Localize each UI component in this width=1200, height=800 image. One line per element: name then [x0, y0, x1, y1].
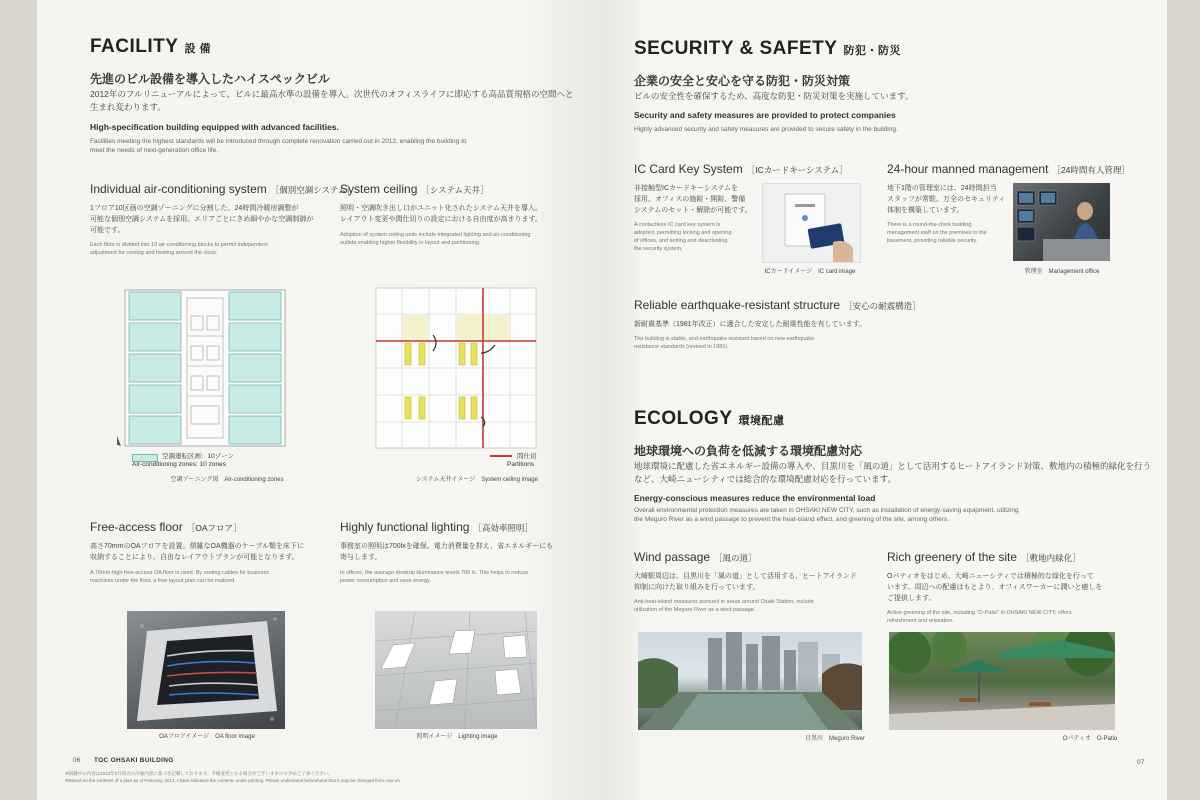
ceiling-title: System ceiling ［システム天井］ [340, 182, 489, 196]
left-page-number: 06 [73, 757, 81, 764]
green-body-jp-1: Oパティオをはじめ、大崎ニューシティでは積極的な緑化を行って [887, 573, 1094, 580]
manned-title: 24-hour manned management ［24時間有人管理］ [887, 162, 1130, 176]
wind-body-en-1: Anti-heat-island measures pursued in areas around Osaki Station, include [634, 599, 814, 605]
iccard-body-jp-1: 非接触型ICカードキーシステムを [634, 185, 739, 192]
manned-body-jp-3: 体制を構築しています。 [887, 207, 964, 214]
iccard-body-jp-3: システムのセット・解除が可能です。 [634, 207, 752, 214]
ecology-body-en-2: the Meguro River as a wind passage to prevent the heat-island effect, and greening of the site, among others. [634, 516, 949, 523]
ceiling-body-en-2: outlets enabling higher flexibility in layout and partitioning. [340, 240, 481, 246]
iccard-title-jp: ［ICカードキーシステム］ [746, 165, 848, 175]
lighting-caption: 照明イメージ Lighting image [416, 734, 498, 740]
floor-body-en-1: A 70mm-high free-access OA floor is used. By routing cables for business [90, 570, 270, 576]
wind-body-jp-2: 抑制に向けた取り組みを行っています。 [634, 584, 760, 591]
lighting-title-jp: ［高効率照明］ [473, 523, 533, 533]
ceiling-body-jp-2: レイアウト変更や間仕切りの設定における自由度が高まります。 [340, 216, 542, 223]
facility-body-en-2: meet the needs of next-generation office life. [90, 147, 219, 154]
aircon-zoning-diagram [117, 286, 297, 451]
aircon-legend-en: Air-conditioning zones: 10 zones [132, 461, 226, 468]
footer-note-jp: ※掲載中の内容は2012年2月時点の計画内容に基づき記載しております。今後変更となる場合がございますので予めご了承ください。 [65, 771, 333, 776]
oa-floor-photo [127, 611, 285, 729]
ceiling-title-jp: ［システム天井］ [421, 185, 489, 195]
facility-body-jp-2: 生まれ変わります。 [90, 102, 166, 112]
ecology-lead-en: Energy-conscious measures reduce the environmental load [634, 493, 876, 503]
footer-building-name: TOC OHSAKI BUILDING [94, 757, 174, 764]
quake-title-jp: ［安心の耐震構造］ [844, 301, 921, 311]
facility-lead-jp: 先進のビル設備を導入したハイスペックビル [90, 72, 330, 86]
quake-body-en-1: The building is stable, and earthquake resistant based on new earthquake [634, 336, 815, 342]
floor-body-en-2: machines under the floor, a free layout plan can be realized. [90, 578, 236, 584]
security-title-jp: 防犯・防災 [843, 45, 901, 57]
manned-body-jp-1: 地下1階の管理室には、24時間担当 [887, 185, 997, 192]
floor-caption: OAフロアイメージ OA floor image [159, 734, 255, 740]
iccard-title: IC Card Key System ［ICカードキーシステム］ [634, 162, 848, 176]
partition-legend-swatch [490, 455, 512, 457]
facility-lead-en: High-specification building equipped with advanced facilities. [90, 122, 339, 132]
ecology-body-jp-2: など、大崎ニューシティでは総合的な環境配慮対応を行っています。 [634, 474, 896, 484]
ic-card-photo [762, 183, 861, 263]
partition-legend-jp: 間仕切 [517, 453, 537, 460]
iccard-body-jp-2: 採用。オフィスの施錠・開錠、警備 [634, 196, 746, 203]
left-page [37, 0, 600, 800]
green-caption: Oパティオ O-Patio [1062, 736, 1118, 742]
security-body-en: Highly advanced security and safety measures are provided to secure safety in the building. [634, 126, 898, 133]
aircon-body-jp-1: 1フロア10区画の空調ゾーニングに分割した、24時間冷暖房調整が [90, 205, 299, 212]
system-ceiling-diagram [375, 287, 537, 449]
ecology-title-jp: 環境配慮 [738, 415, 785, 427]
green-title: Rich greenery of the site ［敷地内緑化］ [887, 550, 1081, 564]
ecology-body-en-1: Overall environmental protection measures are taken in OHSAKI NEW CITY, such as installation of energy-saving equipment, utilizing [634, 507, 1019, 514]
lighting-body-en-2: power consumption and save energy. [340, 578, 432, 584]
security-title: SECURITY & SAFETY 防犯・防災 [634, 38, 901, 59]
lighting-body-en-1: In offices, the average desktop illuminance levels 700 lx. This helps to reduce [340, 570, 529, 576]
quake-body-jp: 新耐震基準（1981年改正）に適合した安定した耐震性能を有しています。 [634, 321, 867, 328]
aircon-title-jp: ［個別空調システム］ [270, 185, 355, 195]
wind-caption: 目黒川 Meguro River [804, 736, 865, 742]
facility-body-en-1: Facilities meeting the highest standards will be introduced through complete renovation carried out in 2012, enabling the building to [90, 138, 467, 145]
iccard-body-en-3: of offices, and setting and deactivating [634, 238, 728, 244]
aircon-body-en-1: Each floor is divided into 10 air-conditioning blocks to permit independent [90, 242, 268, 248]
ceiling-body-en-1: Adoption of system ceiling units include integrated lighting and air-conditioning [340, 232, 531, 238]
wind-title-jp: ［風の道］ [714, 553, 757, 563]
aircon-body-jp-3: 可能です。 [90, 227, 125, 234]
iccard-body-en-1: A contactless IC card key system is [634, 222, 721, 228]
manned-body-en-3: basement, providing reliable security. [887, 238, 978, 244]
manned-caption: 管理室 Management office [1024, 269, 1100, 275]
lighting-body-jp-2: 寄与します。 [340, 554, 382, 561]
wind-title: Wind passage ［風の道］ [634, 550, 757, 564]
right-page-number: 07 [1137, 759, 1145, 766]
facility-title-jp: 設 備 [184, 43, 212, 55]
north-arrow-icon [117, 436, 121, 446]
facility-body-jp-1: 2012年のフルリニューアルによって、ビルに最高水準の設備を導入。次世代のオフィスライフに即応する高品質規格の空間へと [90, 89, 574, 99]
lighting-photo [375, 611, 537, 729]
management-office-photo [1013, 183, 1110, 261]
floor-body-jp-2: 収納することにより、自由なレイアウトプランが可能となります。 [90, 554, 299, 561]
iccard-body-en-4: the security system. [634, 246, 683, 252]
o-patio-photo [889, 632, 1115, 730]
meguro-river-photo [638, 632, 862, 730]
green-body-jp-2: います。周辺への配慮はもとより、オフィスワーカーに潤いと癒しを [887, 584, 1103, 591]
floor-title: Free-access floor ［OAフロア］ [90, 520, 242, 534]
green-title-jp: ［敷地内緑化］ [1021, 553, 1081, 563]
manned-body-jp-2: スタッフが常駐。万全のセキュリティ [887, 196, 1006, 203]
partition-legend-en: Partitions [507, 461, 535, 468]
aircon-body-jp-2: 可能な個別空調システムを採用。エリアごとにきめ細やかな空調制御が [90, 216, 314, 223]
ceiling-body-jp-1: 照明・空調吹き出し口がユニット化されたシステム天井を導入。 [340, 205, 543, 212]
manned-title-jp: ［24時間有人管理］ [1052, 165, 1130, 175]
aircon-caption: 空調ゾーニング図 Air-conditioning zones [170, 477, 284, 483]
facility-title: FACILITY 設 備 [90, 36, 212, 57]
right-page [600, 0, 1167, 800]
green-body-en-1: Active greening of the site, including "O-Patio" in OHSAKI NEW CITY, offers [887, 610, 1072, 616]
footer-note-en: ※Based on the contents of a plan as of February, 2012, I have indicated the contents under printing. Please understand beforehand that it may be changed from now on. [65, 778, 402, 783]
security-lead-jp: 企業の安全と安心を守る防犯・防災対策 [634, 74, 851, 88]
wind-body-en-2: utilization of the Meguro River as a wind passage. [634, 607, 756, 613]
floor-title-jp: ［OAフロア］ [186, 523, 242, 533]
lighting-body-jp-1: 事務室の照明は700lxを確保。電力消費量を抑え、省エネルギーにも [340, 543, 554, 550]
security-lead-en: Security and safety measures are provided to protect companies [634, 110, 896, 120]
green-body-en-2: refreshment and relaxation. [887, 618, 954, 624]
aircon-legend-jp: 空調運転区画：10ゾーン [162, 453, 235, 460]
lighting-title: Highly functional lighting ［高効率照明］ [340, 520, 533, 534]
quake-title: Reliable earthquake-resistant structure ［安心の耐震構造］ [634, 298, 921, 312]
manned-body-en-2: management staff on the premises in the [887, 230, 987, 236]
manned-body-en-1: There is a round-the-clock building [887, 222, 972, 228]
security-body-jp: ビルの安全性を確保するため、高度な防犯・防災対策を実施しています。 [634, 91, 914, 101]
aircon-body-en-2: adjustment for cooling and heating around the clock. [90, 250, 218, 256]
green-body-jp-3: ご提供します。 [887, 595, 936, 602]
quake-body-en-2: resistance standards (revised in 1981). [634, 344, 729, 350]
ecology-lead-jp: 地球環境への負荷を低減する環境配慮対応 [634, 444, 863, 458]
floor-body-jp-1: 高さ70mmのOAフロアを設置。煩雑なOA機器のケーブル類を床下に [90, 543, 305, 550]
wind-body-jp-1: 大崎駅周辺は、目黒川を「風の道」として活用する、ヒートアイランド [634, 573, 857, 580]
iccard-caption: ICカードイメージ IC card image [764, 269, 856, 275]
aircon-title: Individual air-conditioning system ［個別空調システム］ [90, 182, 355, 196]
iccard-body-en-2: adopted, permitting locking and opening [634, 230, 732, 236]
ecology-title: ECOLOGY 環境配慮 [634, 408, 785, 429]
ceiling-caption: システム天井イメージ System ceiling image [416, 477, 538, 483]
ecology-body-jp-1: 地球環境に配慮した省エネルギー設備の導入や、目黒川を「風の道」として活用するヒートアイランド対策、敷地内の積極的緑化を行う [634, 461, 1151, 471]
